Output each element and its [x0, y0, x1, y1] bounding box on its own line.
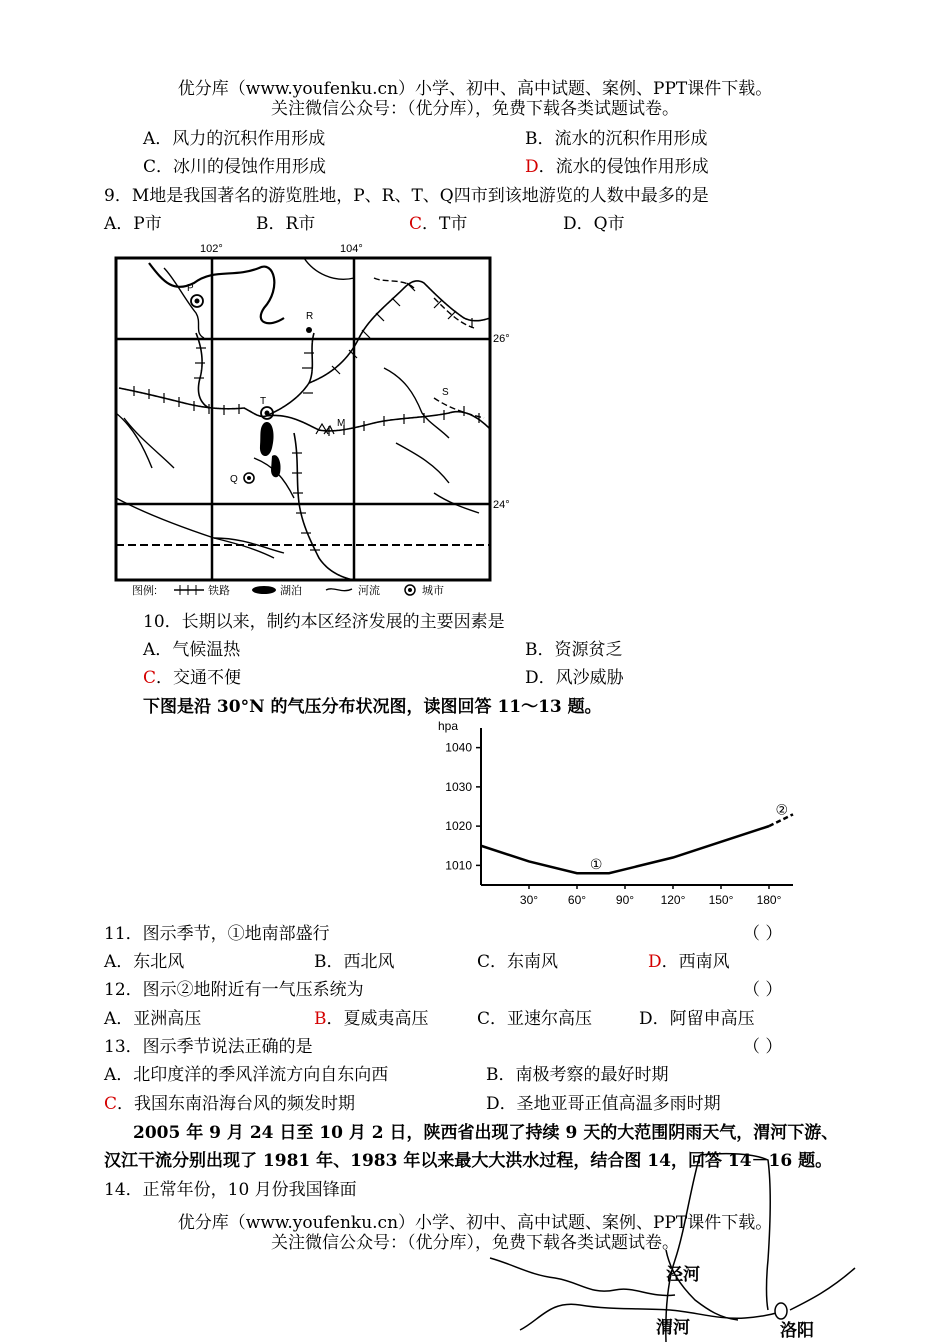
place-m-label: M	[337, 418, 346, 429]
railway	[294, 433, 354, 580]
lake	[260, 422, 274, 456]
map-frame	[116, 258, 490, 580]
city-p-label: P	[187, 283, 194, 294]
x-tick-label: 30°	[519, 893, 539, 907]
legend-river: 河流	[358, 585, 380, 597]
q12-answer-blank: （ ）	[743, 980, 783, 1000]
q8-option-b: B．流水的沉积作用形成	[525, 129, 708, 149]
map-legend	[132, 583, 444, 597]
city-t-label: T	[260, 396, 267, 407]
label-luoyang: 洛阳	[780, 1321, 814, 1340]
mountain-icon	[316, 424, 334, 434]
railway	[196, 333, 209, 408]
y-tick-label: 1010	[445, 858, 472, 873]
railway	[266, 412, 489, 431]
q11-option-d: D．西南风	[648, 952, 730, 972]
q9-option-c: C．T市	[409, 214, 468, 234]
river	[116, 498, 274, 558]
q9-option-a: A．P市	[104, 214, 162, 234]
q8-option-a: A．风力的沉积作用形成	[143, 129, 326, 149]
city-q-label: Q	[230, 474, 238, 485]
lat-label-24: 24°	[493, 499, 510, 511]
q13-option-d: D．圣地亚哥正值高温多雨时期	[486, 1094, 721, 1114]
q11-stem: 11．图示季节，①地南部盛行	[104, 924, 330, 944]
q13-stem: 13．图示季节说法正确的是	[104, 1037, 313, 1057]
q13-option-b: B．南极考察的最好时期	[486, 1065, 669, 1085]
q13-option-a: A．北印度洋的季风洋流方向自东向西	[104, 1065, 389, 1085]
railway	[309, 281, 490, 383]
legend-title: 图例:	[132, 585, 158, 597]
answer-mark: D	[648, 952, 662, 972]
city-r-label: R	[306, 311, 314, 322]
q10-option-d: D．风沙威胁	[525, 668, 624, 688]
river	[490, 1258, 675, 1295]
q12-option-a: A．亚洲高压	[104, 1009, 202, 1029]
weihe-river	[520, 1304, 780, 1330]
lake	[271, 455, 281, 477]
railway	[266, 333, 314, 416]
label-weihe: 渭河	[656, 1318, 690, 1337]
q11-option-b: B．西北风	[314, 952, 395, 972]
q8-option-d: D．流水的侵蚀作用形成	[525, 157, 709, 177]
q11-answer-blank: （ ）	[743, 924, 783, 944]
river	[396, 443, 449, 483]
q10-option-a: A．气候温热	[143, 640, 241, 660]
y-tick-label: 1020	[445, 819, 472, 834]
y-tick-label: 1030	[445, 779, 472, 794]
y-axis-label: hpa	[438, 719, 459, 733]
label-jinghe: 泾河	[666, 1265, 700, 1284]
railways	[119, 281, 490, 580]
q9-option-d: D．Q市	[563, 214, 625, 234]
answer-mark: C	[104, 1094, 118, 1114]
q12-stem: 12．图示②地附近有一气压系统为	[104, 980, 364, 1000]
x-tick-label: 150°	[708, 893, 734, 907]
intro-11-13: 下图是沿 30°N 的气压分布状况图，读图回答 11～13 题。	[143, 697, 602, 717]
city-r-marker	[306, 327, 312, 333]
pressure-chart	[430, 718, 810, 910]
legend-city: 城市	[422, 585, 444, 597]
q12-option-c: C．亚速尔高压	[477, 1009, 593, 1029]
q12-option-b: B．夏威夷高压	[314, 1009, 429, 1029]
railway	[119, 388, 266, 416]
river	[790, 1268, 855, 1310]
legend-lake: 湖泊	[280, 585, 302, 597]
answer-mark: C	[409, 214, 423, 234]
point-label-1: ①	[589, 856, 603, 873]
x-tick-label: 90°	[615, 893, 635, 907]
footer-line-1: 优分库（www.youfenku.cn）小学、初中、高中试题、案例、PPT课件下载。	[177, 1213, 773, 1233]
river	[304, 258, 354, 279]
footer-line-2: 关注微信公众号：（优分库），免费下载各类试题试卷。	[271, 1233, 679, 1253]
q13-option-c: C．我国东南沿海台风的频发时期	[104, 1094, 356, 1114]
river	[374, 278, 414, 288]
q11-option-a: A．东北风	[104, 952, 185, 972]
q10-stem: 10．长期以来，制约本区经济发展的主要因素是	[143, 612, 505, 632]
river	[116, 413, 152, 468]
intro-14-16-line-1: 2005 年 9 月 24 日至 10 月 2 日，陕西省出现了持续 9 天的大范围阴雨天气，渭河下游、	[133, 1123, 839, 1143]
x-tick-label: 60°	[567, 893, 587, 907]
x-tick-label: 180°	[756, 893, 782, 907]
q10-option-c: C．交通不便	[143, 668, 242, 688]
city-s-label: S	[442, 387, 449, 398]
river	[149, 263, 284, 323]
q13-answer-blank: （ ）	[743, 1037, 783, 1057]
q9-option-b: B．R市	[256, 214, 316, 234]
answer-mark: B	[314, 1009, 327, 1029]
lat-label-26: 26°	[493, 333, 510, 345]
q9-stem: 9．M地是我国著名的游览胜地，P、R、T、Q四市到该地游览的人数中最多的是	[104, 186, 709, 206]
figure-14-map	[470, 1150, 870, 1342]
q11-option-c: C．东南风	[477, 952, 559, 972]
q12-option-d: D．阿留申高压	[639, 1009, 755, 1029]
answer-mark: D	[525, 157, 539, 177]
river	[384, 368, 449, 438]
pressure-line	[481, 826, 769, 873]
legend-railway: 铁路	[208, 585, 230, 597]
jinghe-river	[666, 1250, 738, 1320]
lon-label-102: 102°	[200, 243, 223, 255]
lon-label-104: 104°	[340, 243, 363, 255]
basin-boundary	[700, 1154, 770, 1310]
q8-option-c: C．冰川的侵蚀作用形成	[143, 157, 327, 177]
header-line-2: 关注微信公众号：（优分库），免费下载各类试题试卷。	[271, 99, 679, 119]
luoyang-marker	[775, 1303, 787, 1319]
intro-14-16-line-2: 汉江干流分别出现了 1981 年、1983 年以来最大大洪水过程，结合图 14，回答 14－16 题。	[104, 1151, 833, 1171]
cities	[187, 283, 449, 485]
q10-option-b: B．资源贫乏	[525, 640, 623, 660]
regional-map	[104, 238, 516, 608]
y-tick-label: 1040	[445, 740, 472, 755]
header-line-1: 优分库（www.youfenku.cn）小学、初中、高中试题、案例、PPT课件下载。	[177, 79, 773, 99]
q14-stem: 14．正常年份，10 月份我国锋面	[104, 1180, 357, 1200]
point-label-2: ②	[775, 801, 789, 818]
x-tick-label: 120°	[660, 893, 686, 907]
answer-mark: C	[143, 668, 157, 688]
